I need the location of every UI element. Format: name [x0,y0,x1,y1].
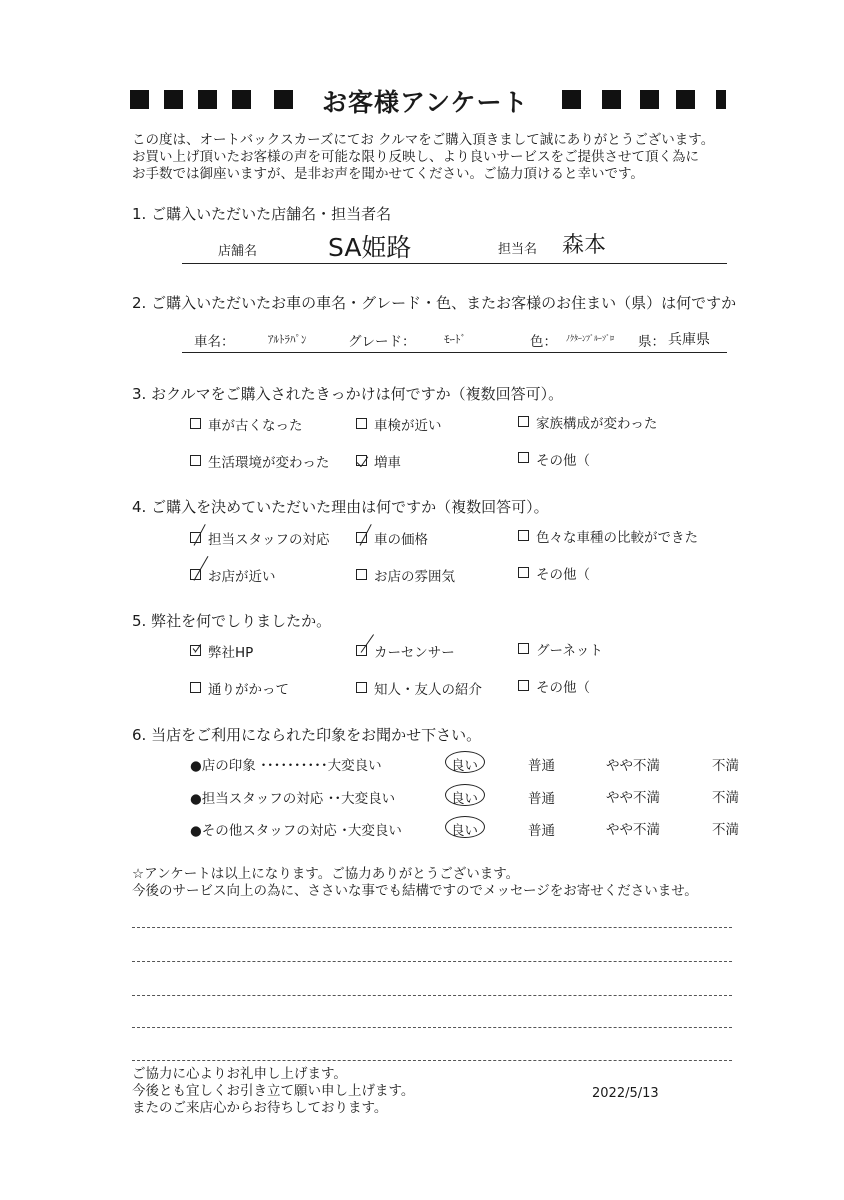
grade-label: グレード： [348,334,416,350]
q4-option-4: お店が近い [208,569,276,585]
q6-row-1-normal: 普通 [528,758,555,774]
header-square-6 [562,90,581,109]
message-line-5[interactable] [132,1060,732,1061]
message-line-4[interactable] [132,1027,732,1028]
q3-checkbox-3[interactable] [518,416,529,427]
q6-row-2-dissatisfied: 不満 [712,790,739,806]
staff-value: 森本 [562,233,607,258]
q3-option-6: その他（ [536,453,590,469]
thanks-line-3: またのご来店心からお待ちしております。 [132,1100,388,1116]
q6-row-1-dissatisfied: 不満 [712,758,739,774]
q4-question: 4. ご購入を決めていただいた理由は何ですか（複数回答可）。 [132,498,549,516]
q5-option-2: カーセンサー [374,645,455,661]
intro-line-1: この度は、オートバックスカーズにてお クルマをご購入頂きまして誠にありがとうございます。 [132,132,715,148]
q5-checkbox-5[interactable] [356,682,367,693]
q6-row-1-somewhat-dissatisfied: やや不満 [606,758,660,774]
header-square-8 [640,90,659,109]
q5-option-3: グーネット [536,643,603,659]
color-label: 色： [530,334,557,350]
q5-option-4: 通りがかって [208,682,289,698]
car-value: ｱﾙﾄﾗﾊﾟﾝ [268,333,307,346]
q5-check-mark-2 [361,634,374,653]
q6-row-2-normal: 普通 [528,791,555,807]
q1-question: 1. ご購入いただいた店舗名・担当者名 [132,205,392,223]
thanks-line-2: 今後とも宜しくお引き立て願い申し上げます。 [132,1083,415,1099]
q5-option-1: 弊社HP [208,645,254,661]
header-square-1 [130,90,149,109]
q4-option-1: 担当スタッフの対応 [208,532,330,548]
q6-question: 6. 当店をご利用になられた印象をお聞かせ下さい。 [132,726,482,744]
pref-value: 兵庫県 [668,332,710,348]
store-value: SA姫路 [328,233,412,262]
closing-note-2: 今後のサービス向上の為に、ささいな事でも結構ですのでメッセージをお寄せくださいませ。 [132,883,698,899]
closing-note-1: ☆アンケートは以上になります。ご協力ありがとうございます。 [132,866,520,882]
q2-underline [182,352,727,353]
q3-option-2: 車検が近い [374,418,442,434]
q6-row-2-good: 良い [451,791,478,807]
survey-date: 2022/5/13 [592,1086,659,1101]
q3-option-5: 増車 [374,455,401,471]
intro-line-2: お買い上げ頂いたお客様の声を可能な限り反映し、より良いサービスをご提供させて頂く為に [132,149,699,165]
q4-checkbox-3[interactable] [518,530,529,541]
q3-checkbox-2[interactable] [356,418,367,429]
q3-question: 3. おクルマをご購入されたきっかけは何ですか（複数回答可）。 [132,385,564,403]
q6-row-3-good: 良い [451,823,478,839]
q5-checkbox-4[interactable] [190,682,201,693]
q6-row-1-good: 良い [451,758,478,774]
q3-option-3: 家族構成が変わった [536,416,658,432]
pref-label: 県： [638,334,665,350]
page-title: お客様アンケート [322,88,529,117]
message-line-1[interactable] [132,927,732,928]
q3-checkbox-6[interactable] [518,452,529,463]
header-square-10 [716,90,726,109]
q5-option-5: 知人・友人の紹介 [374,682,482,698]
q4-option-3: 色々な車種の比較ができた [536,530,698,546]
q6-row-2-somewhat-dissatisfied: やや不満 [606,790,660,806]
q4-checkbox-5[interactable] [356,569,367,580]
header-square-3 [198,90,217,109]
q4-checkbox-6[interactable] [518,567,529,578]
message-line-2[interactable] [132,961,732,962]
q4-option-5: お店の雰囲気 [374,569,455,585]
q6-row-2-selection-circle[interactable] [445,784,485,806]
q5-checkbox-3[interactable] [518,643,529,654]
staff-label: 担当名 [498,242,538,257]
header-square-4 [232,90,251,109]
header-square-2 [164,90,183,109]
q6-row-3-label: ●その他スタッフの対応 ･大変良い [190,823,402,839]
q3-checkbox-4[interactable] [190,455,201,466]
q5-checkbox-6[interactable] [518,680,529,691]
q5-option-6: その他（ [536,680,590,696]
color-value: ﾉｸﾀｰﾝﾌﾞﾙｰｿﾞﾛ [566,334,614,343]
q2-question: 2. ご購入いただいたお車の車名・グレード・色、またお客様のお住まい（県）は何ですか [132,294,737,312]
q4-option-6: その他（ [536,567,590,583]
q6-row-2-label: ●担当スタッフの対応 ･･大変良い [190,791,396,807]
q6-row-3-normal: 普通 [528,823,555,839]
thanks-line-1: ご協力に心よりお礼申し上げます。 [132,1066,347,1082]
header-square-5 [274,90,293,109]
grade-value: ﾓｰﾄﾞ [444,333,466,346]
q5-question: 5. 弊社を何でしりましたか。 [132,612,332,630]
store-label: 店舗名 [218,244,258,259]
header-square-7 [602,90,621,109]
q3-option-1: 車が古くなった [208,418,303,434]
q3-option-4: 生活環境が変わった [208,455,330,471]
message-line-3[interactable] [132,995,732,996]
q6-row-1-label: ●店の印象 ･･････････大変良い [190,758,382,774]
q1-underline [182,263,727,264]
q6-row-3-somewhat-dissatisfied: やや不満 [606,822,660,838]
intro-line-3: お手数では御座いますが、是非お声を聞かせてください。ご協力頂けると幸いです。 [132,166,644,182]
q6-row-1-selection-circle[interactable] [445,751,485,773]
header-square-9 [676,90,695,109]
q6-row-3-selection-circle[interactable] [445,816,485,838]
car-label: 車名： [194,334,235,350]
q6-row-3-dissatisfied: 不満 [712,822,739,838]
q3-checkbox-1[interactable] [190,418,201,429]
q4-option-2: 車の価格 [374,532,428,548]
